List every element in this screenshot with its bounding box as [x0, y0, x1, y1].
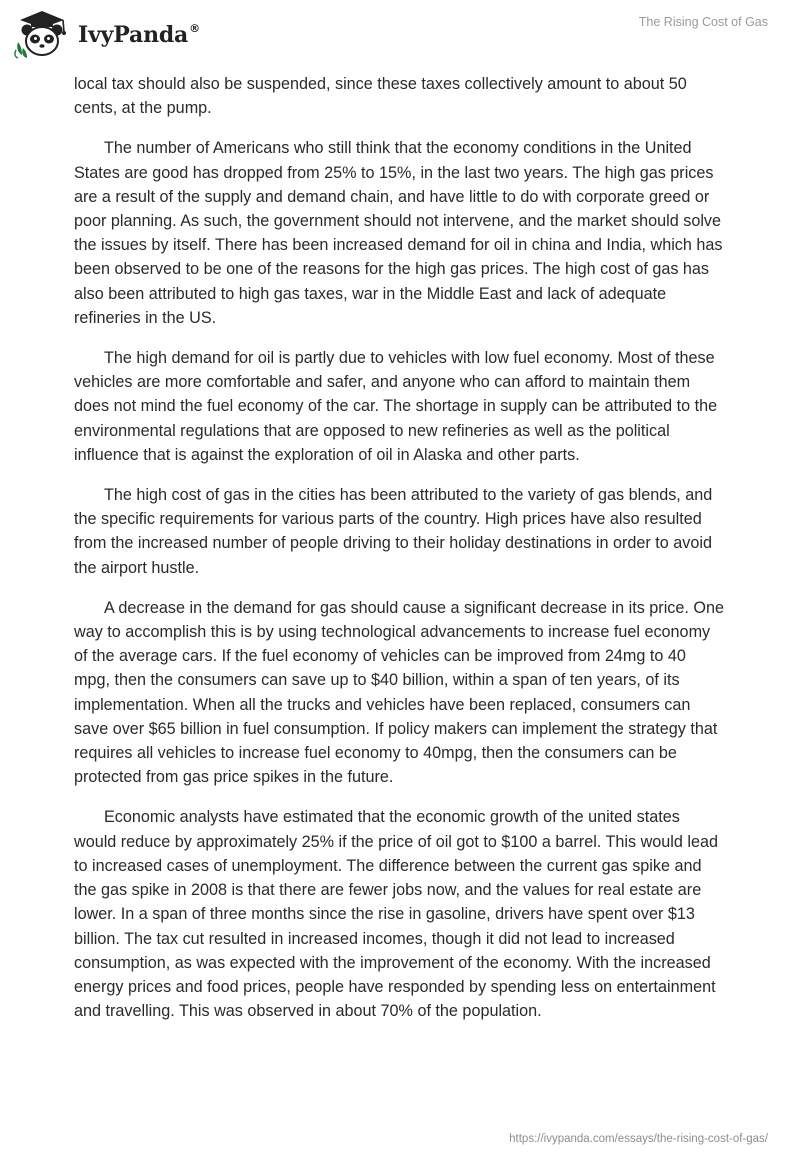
- document-title: The Rising Cost of Gas: [638, 15, 768, 29]
- essay-body: [74, 72, 726, 1039]
- paragraph-continuation: local tax should also be suspended, since these taxes collectively amount to about 50 cents, at the pump.: [74, 75, 687, 118]
- paragraph: The high demand for oil is partly due to vehicles with low fuel economy. Most of these vehicles are more comfortable and safer, and anyone who can afford to maintain them does not mind the fuel economy of the car. The shortage in supply can be attributed to the environmental regulations that are opposed to new refineries as well as the political influence that is against the exploration of oil in Alaska and other parts.: [74, 349, 718, 464]
- source-url[interactable]: https://ivypanda.com/essays/the-rising-cost-of-gas/: [509, 1133, 768, 1145]
- paragraph: The number of Americans who still think that the economy conditions in the United States are good has dropped from 25% to 15%, in the last two years. The high gas prices are a result of the supply and demand chain, and have little to do with corporate greed or poor planning. As such, the government should not intervene, and the market should solve the issues by itself. There has been increased demand for oil in china and India, which has been observed to be one of the reasons for the high gas prices. The high cost of gas has also been attributed to high gas taxes, war in the Middle East and lack of adequate refineries in the US.: [74, 139, 723, 327]
- page-header: [0, 0, 800, 70]
- brand-name: IvyPanda®: [78, 22, 200, 48]
- registered-mark: ®: [189, 22, 200, 35]
- paragraph: A decrease in the demand for gas should cause a significant decrease in its price. One way to accomplish this is by using technological advancements to increase fuel economy of the average cars. If the fuel economy of vehicles can be improved from 24mg to 40 mpg, then the consumers can save up to $40 billion, within a span of ten years, of its implementation. When all the trucks and vehicles have been replaced, consumers can save over $65 billion in fuel consumption. If policy makers can implement the strategy that requires all vehicles to increase fuel economy to 40mpg, then the consumers can be protected from gas price spikes in the future.: [74, 598, 724, 787]
- paragraph: The high cost of gas in the cities has been attributed to the variety of gas blends, and the specific requirements for various parts of the country. High prices have also resulted from the increased number of people driving to their holiday destinations in order to avoid the airport hustle.: [74, 486, 713, 577]
- panda-graduate-icon: [14, 8, 70, 60]
- paragraph: Economic analysts have estimated that the economic growth of the united states would reduce by approximately 25% if the price of oil got to $100 a barrel. This would lead to increased cases of unemployment. The difference between the current gas spike and the gas spike in 2008 is that there are fewer jobs now, and the values for real estate are lower. In a span of three months since the rise in gasoline, drivers have spent over $13 billion. The tax cut resulted in increased incomes, though it did not lead to increased consumption, as was expected with the improvement of the economy. With the increased energy prices and food prices, people have responded by spending less on entertainment and travelling. This was observed in about 70% of the population.: [74, 808, 718, 1021]
- ivypanda-logo[interactable]: [14, 6, 200, 62]
